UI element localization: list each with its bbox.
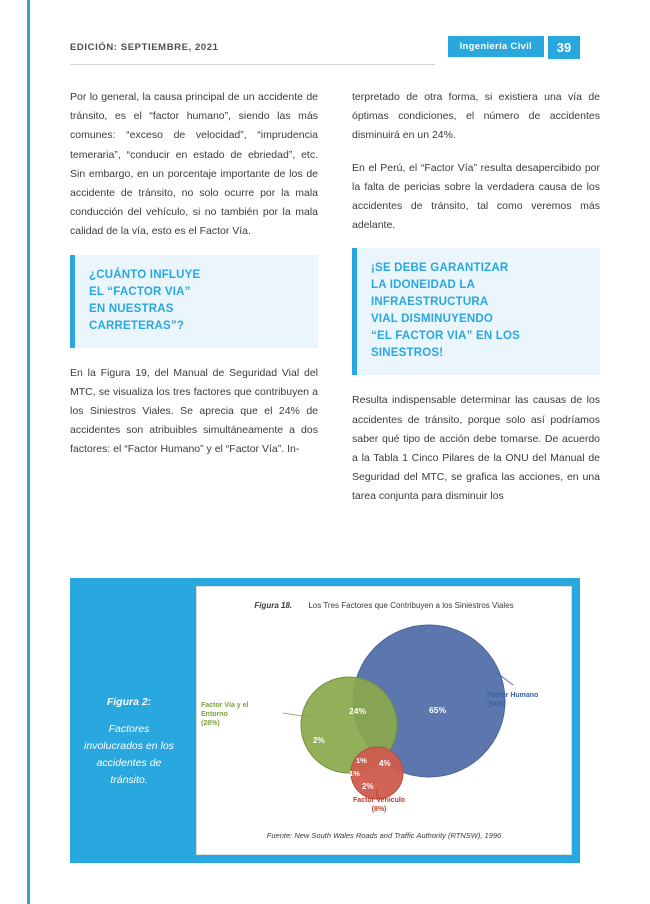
figure-side-caption-text: Factores involucrados en los accidentes de tránsito.	[84, 723, 174, 786]
left-margin-bar	[0, 0, 32, 904]
quote-line: EL “FACTOR VIA”	[89, 285, 191, 298]
paragraph: terpretado de otra forma, si existiera una vía de óptimas condiciones, el número de accidentes disminuirá en un 24%.	[352, 91, 600, 142]
venn-value-triple: 1%	[356, 756, 367, 765]
left-text-column	[70, 88, 318, 473]
quote-line: “EL FACTOR VIA” EN LOS	[371, 330, 521, 343]
figure-number: Figura 18.	[254, 601, 293, 610]
magazine-tag: Ingeniería Civil	[448, 36, 544, 57]
quote-line: ¡SE DEBE GARANTIZAR	[371, 262, 509, 275]
header-divider	[70, 64, 435, 65]
figure-canvas	[196, 586, 572, 855]
paragraph: Por lo general, la causa principal de un accidente de tránsito, es el “factor humano”, siendo las más comunes: “exceso de velocidad”, “imprudencia temeraria”, “conducir en estado de ebriedad”, etc. Sin embargo, en un porcentaje importante de los de accidente de tránsito, no solo ocurre por la mala conducción del vehículo, si no también por la mala calidad de la vía, esto es el Factor Vía.	[70, 91, 318, 238]
venn-value-human-vehicle: 4%	[379, 759, 391, 768]
venn-label-vehicle-line1: Factor Vehículo	[352, 797, 406, 804]
quote-line: EN NUESTRAS	[89, 302, 174, 315]
venn-label-human-line1: Factor Humano	[487, 692, 539, 699]
venn-label-vehicle-line2: (8%)	[371, 806, 387, 813]
pull-quote-left	[70, 255, 318, 348]
figure-side-caption	[70, 578, 188, 863]
edition-label: EDICIÓN: SEPTIEMBRE, 2021	[70, 42, 219, 53]
pull-quote-right	[352, 248, 600, 375]
page-number: 39	[548, 36, 580, 59]
venn-label-vehicle	[329, 796, 429, 814]
page-header	[70, 36, 580, 66]
paragraph: En el Perú, el “Factor Vía” resulta desapercibido por la falta de pericias sobre la verdadera causa de los accidentes de tránsito, tal como veremos más adelante.	[352, 161, 600, 232]
paragraph: Resulta indispensable determinar las causas de los accidentes de tránsito, porque solo así podríamos saber qué tipo de acción debe tomarse. De acuerdo a la Tabla 1 Cinco Pilares de la ONU del Manual de Seguridad del MTC, se grafica las acciones, en una tarea conjunta para disminuir los	[352, 394, 600, 503]
paragraph: En la Figura 19, del Manual de Seguridad Vial del MTC, se visualiza los tres factores que contribuyen a los Siniestros Viales. Se aprecia que el 24% de accidentes son atribuibles simultáneamente a dos factores: el “Factor Humano” y el “Factor Vía”. In-	[70, 366, 318, 456]
quote-line: INFRAESTRUCTURA	[371, 296, 489, 309]
quote-line: LA IDONEIDAD LA	[371, 279, 476, 292]
quote-line: VIAL DISMINUYENDO	[371, 313, 494, 326]
quote-line: CARRETERAS”?	[89, 319, 185, 332]
right-text-column	[352, 88, 600, 520]
venn-label-human	[487, 691, 567, 709]
venn-diagram	[197, 613, 573, 825]
venn-label-via-line2: Entorno	[201, 711, 228, 718]
venn-label-via-line1: Factor Vía y el	[201, 702, 249, 709]
quote-line: ¿CUÁNTO INFLUYE	[89, 268, 201, 281]
venn-value-human-via: 24%	[349, 706, 367, 716]
venn-value-via-only: 2%	[313, 736, 325, 745]
venn-label-via	[201, 701, 269, 728]
figure-title: Los Tres Factores que Contribuyen a los Siniestros Viales	[308, 601, 514, 610]
figure-block	[70, 578, 580, 863]
venn-value-human-only: 65%	[429, 705, 447, 715]
left-accent-line	[27, 0, 30, 904]
venn-value-via-vehicle: 1%	[349, 769, 360, 778]
venn-label-via-line3: (28%)	[201, 720, 220, 727]
venn-value-vehicle-only: 2%	[362, 782, 374, 791]
figure-source: Fuente: New South Wales Roads and Traffic Authority (RTNSW), 1996	[266, 831, 502, 840]
figure-side-caption-label: Figura 2:	[106, 696, 152, 708]
venn-label-human-line2: (94%)	[487, 701, 506, 708]
quote-line: SINESTROS!	[371, 347, 444, 360]
figure-title-row	[197, 601, 571, 610]
